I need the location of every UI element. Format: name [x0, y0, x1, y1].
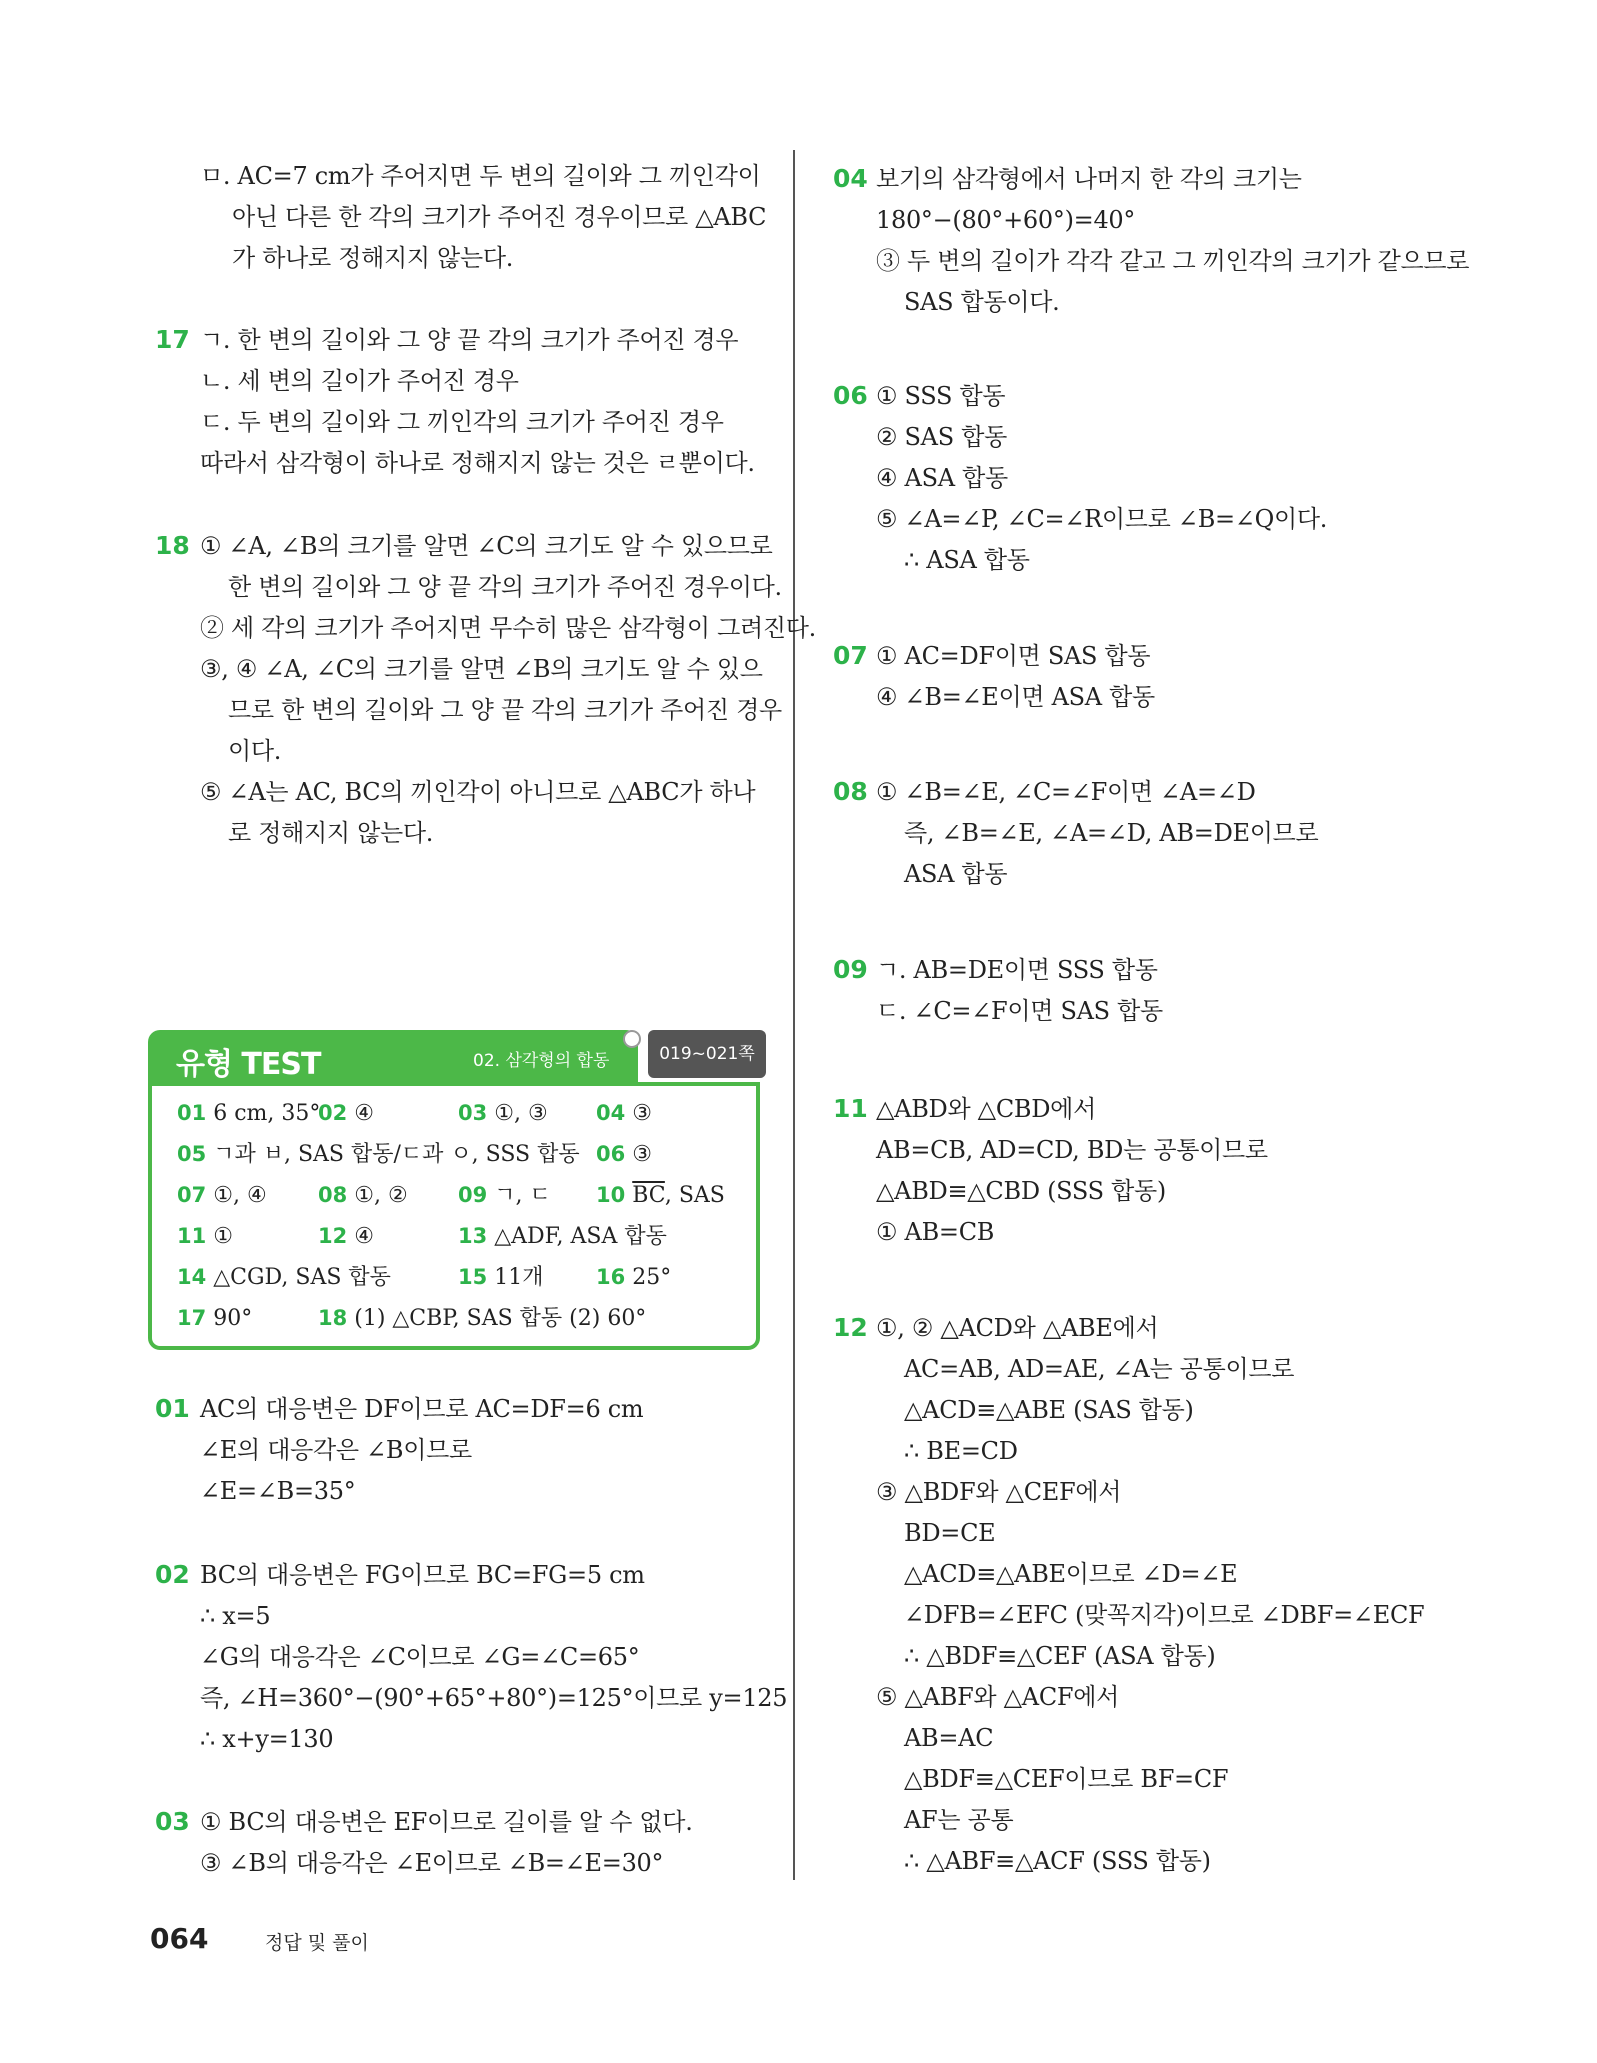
- text-line: ① ∠A, ∠B의 크기를 알면 ∠C의 크기도 알 수 있으므로: [200, 532, 773, 560]
- text-line: ASA 합동: [904, 860, 1008, 888]
- text-line: ④ ∠B=∠E이면 ASA 합동: [876, 683, 1155, 711]
- question-number: 02: [155, 1560, 190, 1589]
- text-line: 즉, ∠H=360°−(90°+65°+80°)=125°이므로 y=125: [200, 1684, 788, 1712]
- question-number: 03: [155, 1807, 190, 1836]
- text-line: 180°−(80°+60°)=40°: [876, 206, 1136, 234]
- question-number: 12: [833, 1313, 868, 1342]
- text-line: ㄱ. 한 변의 길이와 그 양 끝 각의 크기가 주어진 경우: [200, 326, 739, 354]
- text-line: 따라서 삼각형이 하나로 정해지지 않는 것은 ㄹ뿐이다.: [200, 449, 755, 477]
- text-line: ① BC의 대응변은 EF이므로 길이를 알 수 없다.: [200, 1808, 693, 1836]
- text-line: ⑤ ∠A=∠P, ∠C=∠R이므로 ∠B=∠Q이다.: [876, 505, 1328, 533]
- answer-item: 17 90°: [177, 1306, 253, 1331]
- text-line: BD=CE: [904, 1519, 996, 1547]
- answer-item: 06 ③: [596, 1142, 652, 1167]
- text-line: ④ ASA 합동: [876, 464, 1008, 492]
- text-line: ③, ④ ∠A, ∠C의 크기를 알면 ∠B의 크기도 알 수 있으: [200, 655, 763, 683]
- text-line: ㄷ. ∠C=∠F이면 SAS 합동: [876, 997, 1163, 1025]
- answer-item: 01 6 cm, 35°: [177, 1101, 321, 1126]
- text-line: AB=AC: [904, 1724, 994, 1752]
- text-line: 이다.: [228, 737, 282, 765]
- text-line: ① ∠B=∠E, ∠C=∠F이면 ∠A=∠D: [876, 778, 1256, 806]
- text-line: ∴ BE=CD: [904, 1437, 1018, 1465]
- text-line: ㄴ. 세 변의 길이가 주어진 경우: [200, 367, 519, 395]
- column-divider: [793, 150, 795, 1880]
- text-line: ③ △BDF와 △CEF에서: [876, 1478, 1122, 1506]
- question-number: 09: [833, 955, 868, 984]
- text-line: ㄱ. AB=DE이면 SSS 합동: [876, 956, 1158, 984]
- answer-item: 10 $\overline{BC}$, SAS: [596, 1183, 725, 1208]
- text-line: 므로 한 변의 길이와 그 양 끝 각의 크기가 주어진 경우: [228, 696, 782, 724]
- text-line: △BDF≡△CEF이므로 BF=CF: [904, 1765, 1229, 1793]
- text-line: ③ ∠B의 대응각은 ∠E이므로 ∠B=∠E=30°: [200, 1849, 664, 1877]
- text-line: 아닌 다른 한 각의 크기가 주어진 경우이므로 △ABC: [232, 203, 767, 231]
- question-number: 11: [833, 1094, 868, 1123]
- question-number: 18: [155, 531, 190, 560]
- text-line: ㄷ. 두 변의 길이와 그 끼인각의 크기가 주어진 경우: [200, 408, 724, 436]
- text-line: ∠E=∠B=35°: [200, 1477, 356, 1505]
- text-line: ① SSS 합동: [876, 382, 1006, 410]
- text-line: △ACD≡△ABE이므로 ∠D=∠E: [904, 1560, 1238, 1588]
- text-line: ∴ ASA 합동: [904, 546, 1030, 574]
- answer-item: 15 11개: [458, 1265, 544, 1290]
- answer-item: 09 ㄱ, ㄷ: [458, 1183, 551, 1208]
- text-line: ③ 두 변의 길이가 각각 같고 그 끼인각의 크기가 같으므로: [876, 247, 1470, 275]
- answer-item: 16 25°: [596, 1265, 672, 1290]
- text-line: 로 정해지지 않는다.: [228, 819, 434, 847]
- text-line: △ACD≡△ABE (SAS 합동): [904, 1396, 1194, 1424]
- text-line: AF는 공통: [904, 1806, 1014, 1834]
- answer-item: 11 ①: [177, 1224, 233, 1249]
- answer-item: 05 ㄱ과 ㅂ, SAS 합동/ㄷ과 ㅇ, SSS 합동: [177, 1142, 580, 1167]
- text-line: ⑤ △ABF와 △ACF에서: [876, 1683, 1120, 1711]
- text-line: ①, ② △ACD와 △ABE에서: [876, 1314, 1159, 1342]
- question-number: 06: [833, 381, 868, 410]
- question-number: 17: [155, 325, 190, 354]
- answer-item: 14 △CGD, SAS 합동: [177, 1265, 391, 1290]
- test-pages-tag: 019~021쪽: [648, 1030, 766, 1078]
- text-line: ∠DFB=∠EFC (맞꼭지각)이므로 ∠DBF=∠ECF: [904, 1601, 1425, 1629]
- text-line: 한 변의 길이와 그 양 끝 각의 크기가 주어진 경우이다.: [228, 573, 782, 601]
- answer-item: 08 ①, ②: [318, 1183, 408, 1208]
- test-subtitle: 02. 삼각형의 합동: [473, 1051, 610, 1071]
- answer-item: 13 △ADF, ASA 합동: [458, 1224, 667, 1249]
- text-line: ∴ △BDF≡△CEF (ASA 합동): [904, 1642, 1216, 1670]
- text-line: ∴ x+y=130: [200, 1725, 334, 1753]
- text-line: ∴ △ABF≡△ACF (SSS 합동): [904, 1847, 1211, 1875]
- question-number: 04: [833, 164, 868, 193]
- text-line: ⑤ ∠A는 AC, BC의 끼인각이 아니므로 △ABC가 하나: [200, 778, 756, 806]
- text-line: BC의 대응변은 FG이므로 BC=FG=5 cm: [200, 1561, 645, 1589]
- text-line: ∠G의 대응각은 ∠C이므로 ∠G=∠C=65°: [200, 1643, 640, 1671]
- page-number: 064: [150, 1922, 209, 1955]
- test-header: [148, 1030, 638, 1082]
- answer-item: 07 ①, ④: [177, 1183, 267, 1208]
- answer-item: 04 ③: [596, 1101, 652, 1126]
- text-line: △ABD≡△CBD (SSS 합동): [876, 1177, 1166, 1205]
- text-line: ∴ x=5: [200, 1602, 271, 1630]
- text-line: ∠E의 대응각은 ∠B이므로: [200, 1436, 472, 1464]
- question-number: 01: [155, 1394, 190, 1423]
- text-line: ① AB=CB: [876, 1218, 995, 1246]
- text-line: ㅁ. AC=7 cm가 주어지면 두 변의 길이와 그 끼인각이: [200, 162, 761, 190]
- clip-icon: [623, 1030, 641, 1048]
- answer-item: 03 ①, ③: [458, 1101, 548, 1126]
- text-line: SAS 합동이다.: [904, 288, 1060, 316]
- text-line: AC=AB, AD=AE, ∠A는 공통이므로: [904, 1355, 1295, 1383]
- test-title: 유형 TEST: [176, 1047, 321, 1082]
- text-line: ② SAS 합동: [876, 423, 1007, 451]
- question-number: 07: [833, 641, 868, 670]
- text-line: ② 세 각의 크기가 주어지면 무수히 많은 삼각형이 그려진다.: [200, 614, 816, 642]
- text-line: △ABD와 △CBD에서: [876, 1095, 1096, 1123]
- text-line: AB=CB, AD=CD, BD는 공통이므로: [876, 1136, 1268, 1164]
- text-line: 가 하나로 정해지지 않는다.: [232, 244, 514, 272]
- question-number: 08: [833, 777, 868, 806]
- text-line: 즉, ∠B=∠E, ∠A=∠D, AB=DE이므로: [904, 819, 1319, 847]
- answer-item: 18 (1) △CBP, SAS 합동 (2) 60°: [318, 1306, 647, 1331]
- text-line: 보기의 삼각형에서 나머지 한 각의 크기는: [876, 165, 1302, 193]
- text-line: AC의 대응변은 DF이므로 AC=DF=6 cm: [200, 1395, 644, 1423]
- footer-title: 정답 및 풀이: [265, 1932, 369, 1954]
- answer-item: 12 ④: [318, 1224, 374, 1249]
- answer-item: 02 ④: [318, 1101, 374, 1126]
- text-line: ① AC=DF이면 SAS 합동: [876, 642, 1151, 670]
